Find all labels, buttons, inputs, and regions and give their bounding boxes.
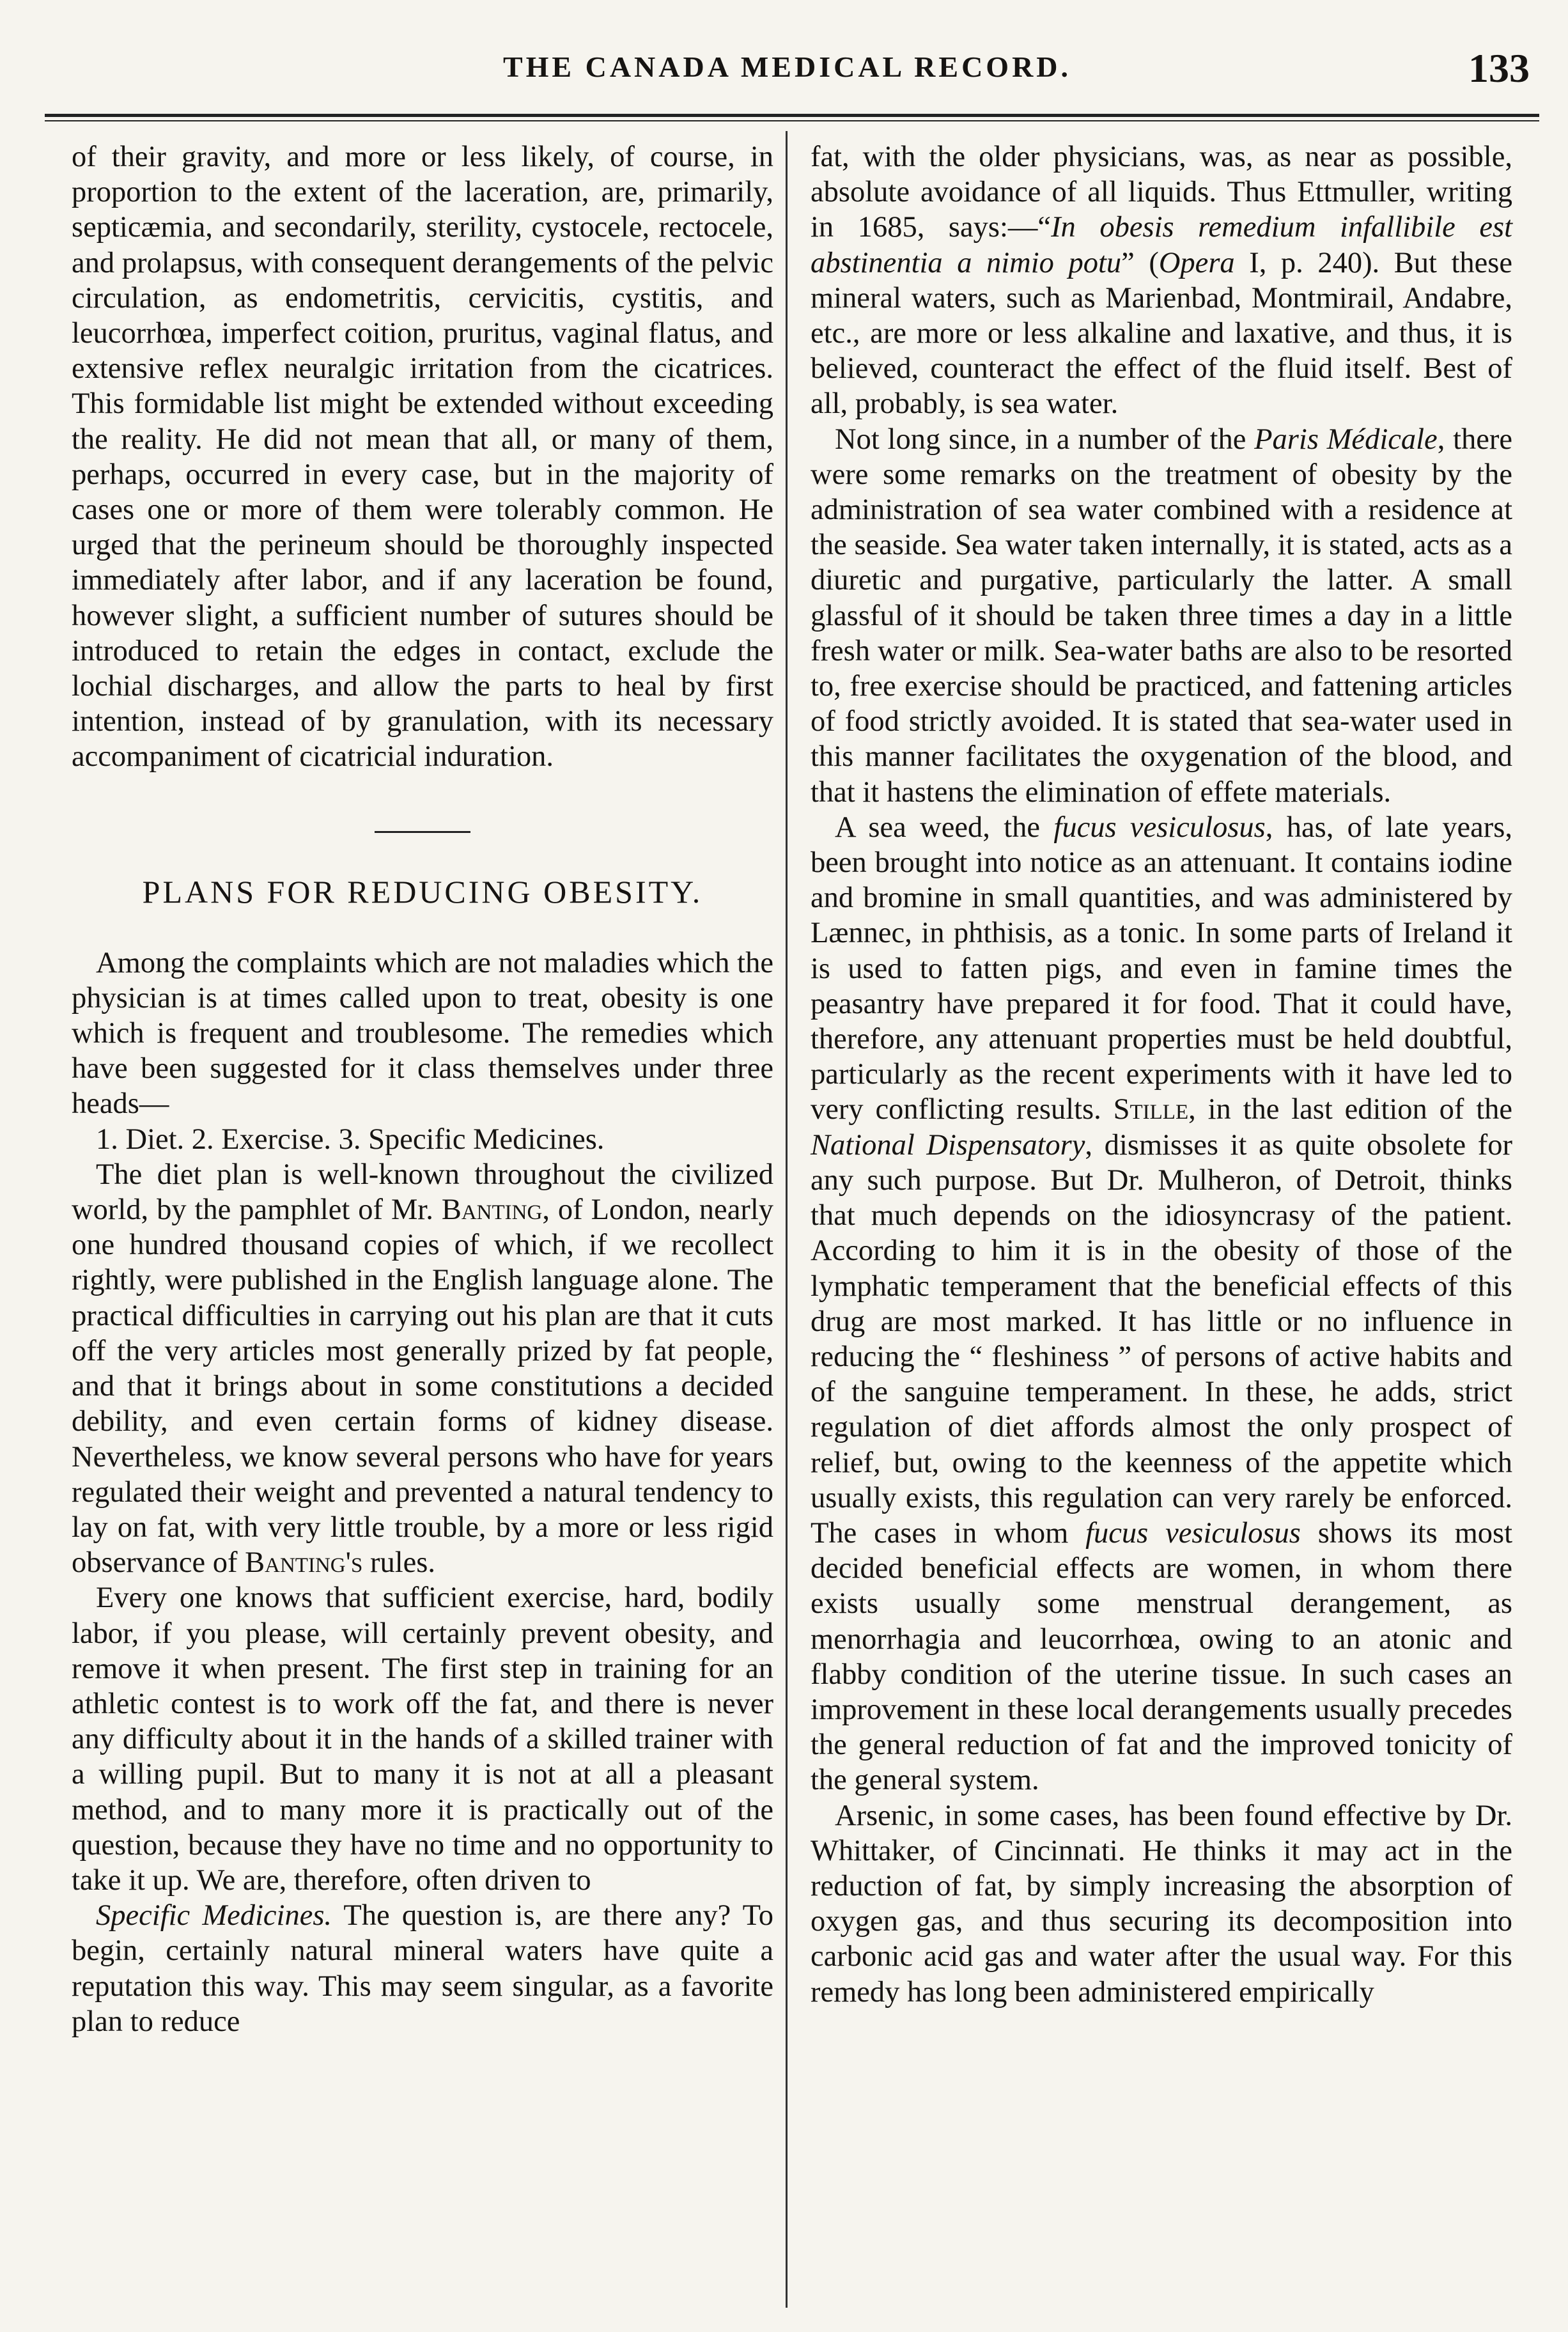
page-number: 133: [1468, 45, 1530, 91]
text-run: , in the last edition of the: [1188, 1093, 1513, 1126]
section-heading: PLANS FOR REDUCING OBESITY.: [142, 873, 703, 910]
paragraph: [72, 1157, 773, 1580]
header-rule: [45, 114, 1539, 121]
page-header: [45, 26, 1530, 102]
text-run: The question is, are there any? To begin, certainly natural mineral waters have quite a reputation this way. This may seem singular, as a favorite plan to reduce: [72, 1899, 773, 2038]
left-column: [72, 139, 773, 2039]
text-run: I, p. 240). But these mineral waters, such as Marienbad, Montmirail, Andabre, etc., are more or less alkaline and laxative, and thus, it is believed, counteract the effect of the fluid itself. Best of all, probably, is sea water.: [811, 246, 1513, 421]
section-divider-rule: [375, 831, 470, 833]
paragraph: Among the complaints which are not maladies which the physician is at times called upon to treat, obesity is one which is frequent and troublesome. The remedies which have been suggested for it class themselves under three heads—: [72, 946, 773, 1121]
name-banting: Banting: [441, 1193, 543, 1227]
italic-run: fucus vesiculosus: [1085, 1516, 1301, 1550]
column-divider: [786, 131, 788, 2308]
name-banting-possessive: Banting's: [245, 1546, 363, 1580]
text-run: A sea weed, the: [835, 811, 1041, 844]
paragraph: [811, 139, 1512, 422]
paragraph: Arsenic, in some cases, has been found effective by Dr. Whittaker, of Cincinnati. He thinks it may act in the reduction of fat, by simply increasing the absorption of oxygen gas, and thus securing its decomposition into carbonic acid gas and water after the usual way. For this remedy has long been administered empirically: [811, 1799, 1512, 2009]
right-column: [811, 139, 1512, 2010]
text-run: rules.: [369, 1546, 435, 1580]
text-run: Not long since, in a number of the: [835, 423, 1246, 456]
paragraph: [811, 810, 1512, 1798]
paragraph: [72, 1898, 773, 2039]
text-run: The diet plan is well-known throughout the civilized world, by the pamphlet of Mr.: [72, 1158, 773, 1227]
text-run: , has, of late years, been brought into notice as an attenuant. It contains iodine and bromine in small quantities, and was administered by Lænnec, in phthisis, as a tonic. In some parts of Ireland it is used to fatten pigs, and even in famine times the peasantry have prepared it for food. That it could have, therefore, any attenuant properties must be held doubtful, particularly as the recent experiments with it have led to very conflicting results.: [811, 811, 1512, 1126]
heads-list: 1. Diet. 2. Exercise. 3. Specific Medicines.: [96, 1123, 605, 1156]
text-run: fat, with the older physicians, was, as near as possible, absolute avoidance of all liquids. Thus Ettmuller, writing in 1685, says:—“: [811, 141, 1512, 244]
text-run: ” (: [1121, 246, 1159, 279]
text-run: , dismisses it as quite obsolete for any such purpose. But Dr. Mulheron, of Detroit, thinks that much depends on the idiosyncrasy of the patient. According to him it is in the obesity of those of the lymphatic temperament that the beneficial effects of this drug are most marked. It has little or no influence in reducing the “ fleshiness ” of persons of active habits and of the sanguine temperament. In these, he adds, strict regulation of diet affords almost the only prospect of relief, but, owing to the keenness of the appetite which usually exists, this regulation can very rarely be enforced. The cases in whom: [811, 1128, 1512, 1550]
paragraph: [811, 422, 1512, 810]
name-stille: Stille: [1113, 1093, 1189, 1126]
text-run: shows its most decided beneficial effects are women, in whom there exists usually some menstrual derangement, as menorrhagia and leucorrhœa, owing to an atonic and flabby condition of the uterine tissue. In such cases an improvement in these local derangements usually precedes the general reduction of fat and the improved tonicity of the general system.: [811, 1516, 1513, 1797]
journal-title: THE CANADA MEDICAL RECORD.: [502, 51, 1072, 83]
latin-quote: In obesis remedium infallibile est abstinentia a nimio potu: [811, 211, 1512, 279]
italic-run: Specific Medicines.: [96, 1899, 332, 1932]
text-run: , there were some remarks on the treatment of obesity by the administration of sea water combined with a residence at the seaside. Sea water taken internally, it is stated, acts as a diuretic and purgative, particularly the latter. A small glassful of it should be taken three times a day in a little fresh water or milk. Sea-water baths are also to be resorted to, free exercise should be practiced, and fattening articles of food strictly avoided. It is stated that sea-water used in this manner facilitates the oxygenation of the blood, and that it hastens the elimination of effete materials.: [811, 423, 1513, 809]
italic-run: Paris Médicale: [1254, 423, 1438, 456]
text-run: , of London, nearly one hundred thousand copies of which, if we recollect rightly, were published in the English language alone. The practical difficulties in carrying out his plan are that it cuts off the very articles most generally prized by fat people, and that it brings about in some constitutions a decided debility, and even certain forms of kidney disease. Nevertheless, we know several persons who have for years regulated their weight and prevented a natural tendency to lay on fat, with very little trouble, by a more or less rigid observance of: [72, 1193, 773, 1580]
italic-run: Opera: [1158, 246, 1235, 279]
paragraph: of their gravity, and more or less likely, of course, in proportion to the extent of the laceration, are, primarily, septicæmia, and secondarily, sterility, cystocele, rectocele, and prolapsus, with consequent derangements of the pelvic circulation, as endometritis, cervicitis, cystitis, and leucorrhœa, imperfect coition, pruritus, vaginal flatus, and extensive reflex neuralgic irritation from the cicatrices. This formidable list might be extended without exceeding the reality. He did not mean that all, or many of them, perhaps, occurred in every case, but in the majority of cases one or more of them were tolerably common. He urged that the perineum should be thoroughly inspected immediately after labor, and if any laceration be found, however slight, a sufficient number of sutures should be introduced to retain the edges in contact, exclude the lochial discharges, and allow the parts to heal by first intention, instead of by granulation, with its necessary accompaniment of cicatricial induration.: [72, 141, 773, 773]
paragraph: Every one knows that sufficient exercise, hard, bodily labor, if you please, will certainly prevent obesity, and remove it when present. The first step in training for an athletic contest is to work off the fat, and there is never any difficulty about it in the hands of a skilled trainer with a willing pupil. But to many it is not at all a pleasant method, and to many more it is practically out of the question, because they have no time and no opportunity to take it up. We are, therefore, often driven to: [72, 1582, 773, 1897]
italic-run: National Dispensatory: [811, 1128, 1085, 1162]
italic-run: fucus vesiculosus: [1053, 811, 1266, 844]
